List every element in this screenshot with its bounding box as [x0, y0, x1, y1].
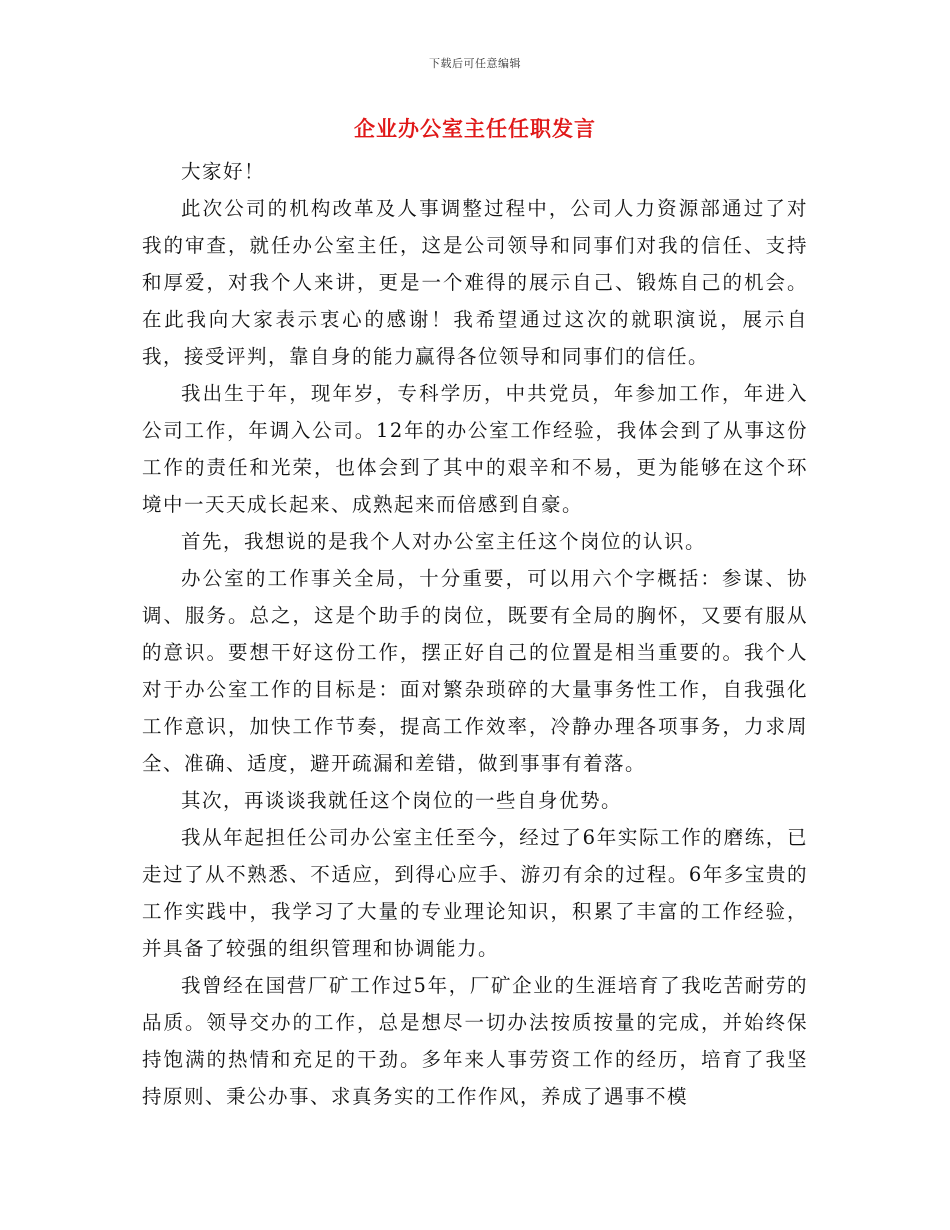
paragraph-first-point: 首先，我想说的是我个人对办公室主任这个岗位的认识。 — [181, 530, 707, 553]
header-note: 下载后可任意编辑 — [429, 57, 521, 70]
paragraph-experience: 我从年起担任公司办公室主任至今，经过了6年实际工作的磨练，已走过了从不熟悉、不适应，到得心应手、游刃有余的过程。6年多宝贵的工作实践中，我学习了大量的专业理论知识，积累了丰富的工作经验，并具备了较强的组织管理和协调能力。 — [142, 826, 808, 960]
paragraph-factory-work: 我曾经在国营厂矿工作过5年，厂矿企业的生涯培育了我吃苦耐劳的品质。领导交办的工作，总是想尽一切办法按质按量的完成，并始终保持饱满的热情和充足的干劲。多年来人事劳资工作的经历，培育了我坚持原则、秉公办事、求真务实的工作作风，养成了遇事不模 — [142, 974, 808, 1108]
paragraph-intro: 此次公司的机构改革及人事调整过程中，公司人力资源部通过了对我的审查，就任办公室主任，这是公司领导和同事们对我的信任、支持和厚爱，对我个人来讲，更是一个难得的展示自己、锻炼自己的机会。在此我向大家表示衷心的感谢！我希望通过这次的就职演说，展示自我，接受评判，靠自身的能力赢得各位领导和同事们的信任。 — [142, 197, 808, 368]
paragraph-office-role: 办公室的工作事关全局，十分重要，可以用六个字概括：参谋、协调、服务。总之，这是个助手的岗位，既要有全局的胸怀，又要有服从的意识。要想干好这份工作，摆正好自己的位置是相当重要的。我个人对于办公室工作的目标是：面对繁杂琐碎的大量事务性工作，自我强化工作意识，加快工作节奏，提高工作效率，冷静办理各项事务，力求周全、准确、适度，避开疏漏和差错，做到事事有着落。 — [142, 567, 808, 775]
document-body — [142, 153, 808, 1115]
paragraph-background: 我出生于年，现年岁，专科学历，中共党员，年参加工作，年进入公司工作，年调入公司。12年的办公室工作经验，我体会到了从事这份工作的责任和光荣，也体会到了其中的艰辛和不易，更为能够在这个环境中一天天成长起来、成熟起来而倍感到自豪。 — [142, 382, 808, 516]
document-title: 企业办公室主任任职发言 — [354, 116, 596, 141]
paragraph-second-point: 其次，再谈谈我就任这个岗位的一些自身优势。 — [181, 789, 623, 812]
paragraph-greeting: 大家好！ — [181, 160, 266, 183]
